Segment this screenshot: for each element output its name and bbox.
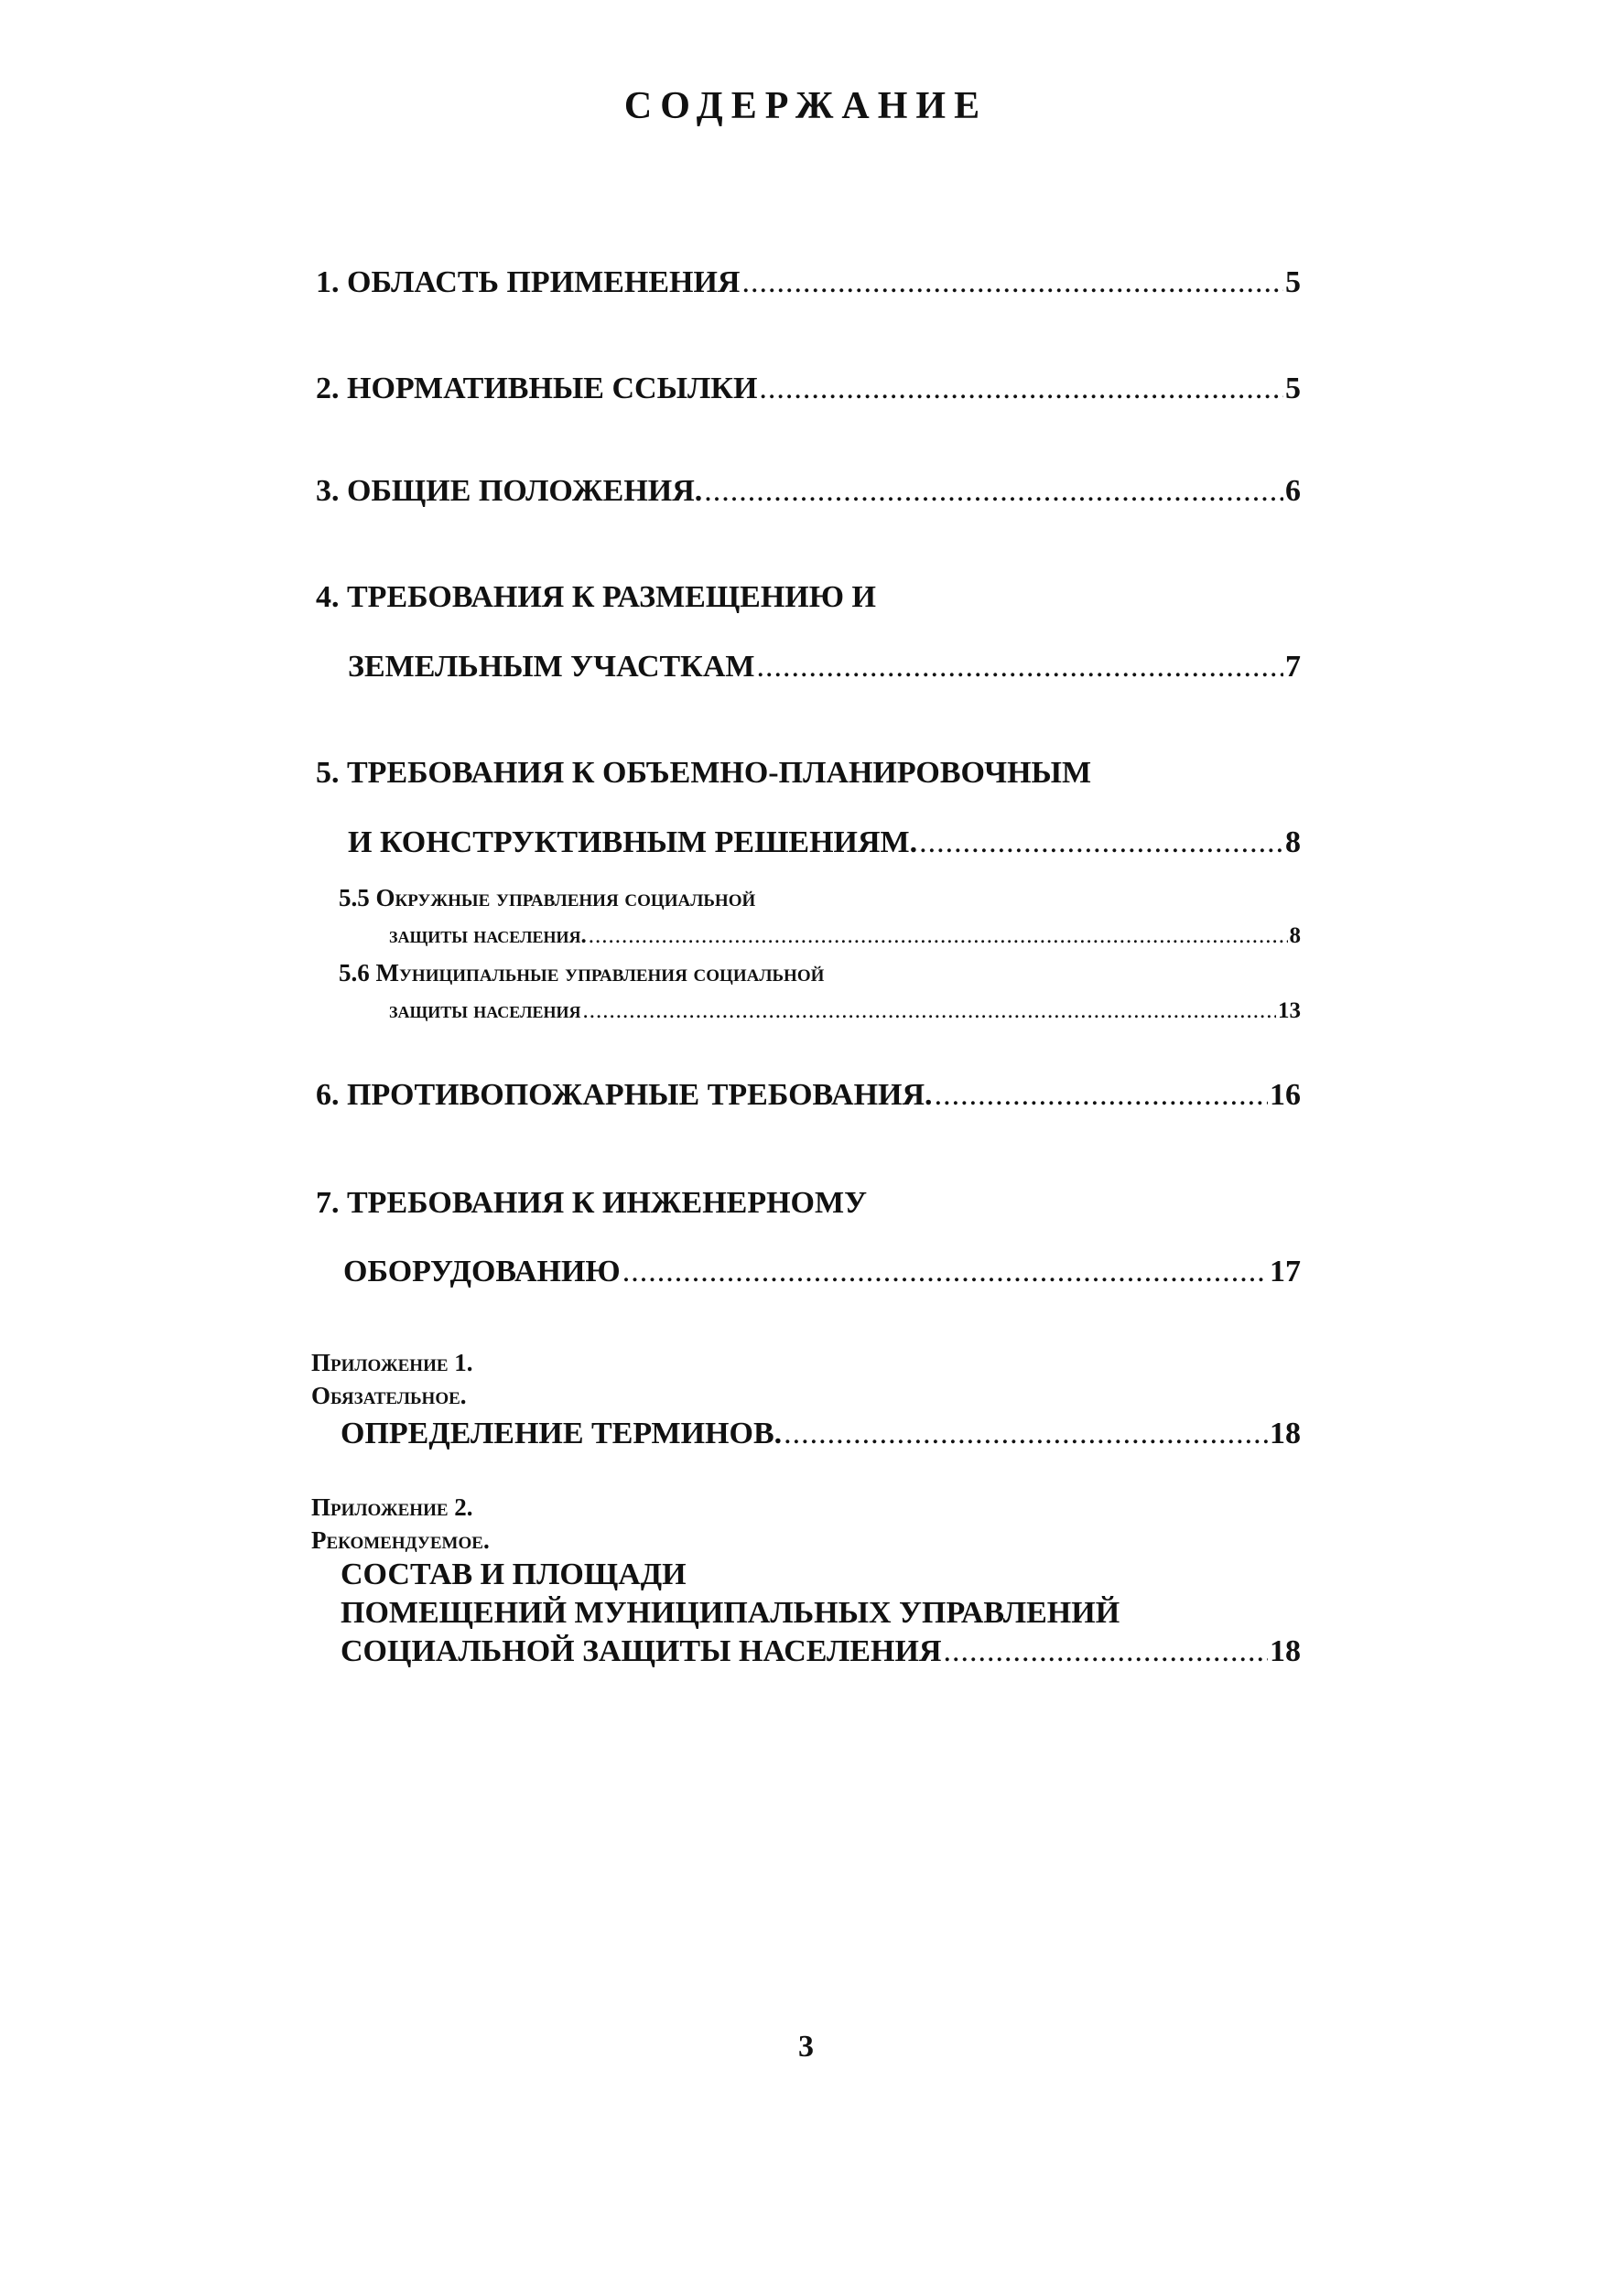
toc-entry-label: 1. ОБЛАСТЬ ПРИМЕНЕНИЯ <box>316 265 741 299</box>
leader-dots <box>622 1256 1268 1288</box>
toc-entry-label: защиты населения <box>389 998 581 1023</box>
leader-dots <box>935 1080 1268 1111</box>
leader-dots <box>704 476 1283 507</box>
leader-dots <box>589 924 1288 947</box>
toc-entry-appendix-1[interactable] <box>341 1418 1301 1450</box>
leader-dots <box>919 827 1283 858</box>
toc-entry-7-heading: 7. ТРЕБОВАНИЯ К ИНЖЕНЕРНОМУ <box>316 1186 868 1220</box>
toc-entry-label: ОПРЕДЕЛЕНИЕ ТЕРМИНОВ. <box>341 1417 783 1450</box>
appendix-2-title-line-2: ПОМЕЩЕНИЙ МУНИЦИПАЛЬНЫХ УПРАВЛЕНИЙ <box>341 1596 1120 1630</box>
toc-entry-label: 2. НОРМАТИВНЫЕ ССЫЛКИ <box>316 372 758 405</box>
leader-dots <box>583 999 1277 1022</box>
toc-entry-5[interactable] <box>348 827 1301 858</box>
leader-dots <box>759 373 1283 404</box>
toc-entry-label: ЗЕМЕЛЬНЫМ УЧАСТКАМ <box>348 650 755 684</box>
toc-page-number: 13 <box>1278 998 1301 1023</box>
appendix-2-title-line-1: СОСТАВ И ПЛОЩАДИ <box>341 1558 687 1591</box>
toc-page-number: 8 <box>1289 923 1301 948</box>
toc-page-number: 5 <box>1285 372 1301 405</box>
toc-entry-label: 6. ПРОТИВОПОЖАРНЫЕ ТРЕБОВАНИЯ. <box>316 1078 933 1112</box>
toc-page-number: 16 <box>1270 1078 1301 1112</box>
toc-entry-appendix-2[interactable] <box>341 1636 1301 1667</box>
toc-entry-5-5-heading: 5.5 Окружные управления социальной <box>339 884 756 911</box>
toc-entry-label: 3. ОБЩИЕ ПОЛОЖЕНИЯ. <box>316 474 703 508</box>
toc-page-number: 6 <box>1285 474 1301 508</box>
toc-page-number: 17 <box>1270 1255 1301 1288</box>
leader-dots <box>944 1636 1269 1667</box>
toc-entry-label: защиты населения. <box>389 923 587 948</box>
toc-entry-4[interactable] <box>348 652 1301 683</box>
toc-page-number: 5 <box>1285 265 1301 299</box>
toc-entry-4-heading: 4. ТРЕБОВАНИЯ К РАЗМЕЩЕНИЮ И <box>316 580 876 614</box>
toc-entry-label: СОЦИАЛЬНОЙ ЗАЩИТЫ НАСЕЛЕНИЯ <box>341 1634 942 1668</box>
toc-entry-5-5[interactable] <box>389 924 1301 947</box>
toc-entry-7[interactable] <box>343 1256 1301 1288</box>
toc-entry-5-heading: 5. ТРЕБОВАНИЯ К ОБЪЕМНО-ПЛАНИРОВОЧНЫМ <box>316 756 1092 790</box>
toc-page-number: 18 <box>1270 1417 1301 1450</box>
toc-entry-3[interactable] <box>316 476 1301 507</box>
page-number-footer: 3 <box>798 2030 814 2064</box>
toc-entry-2[interactable] <box>316 373 1301 404</box>
page-title: СОДЕРЖАНИЕ <box>623 85 989 127</box>
toc-entry-label: ОБОРУДОВАНИЮ <box>343 1255 621 1288</box>
toc-page-number: 18 <box>1270 1634 1301 1668</box>
toc-page-number: 7 <box>1285 650 1301 684</box>
appendix-1-number: Приложение 1. <box>311 1349 473 1376</box>
toc-entry-label: И КОНСТРУКТИВНЫМ РЕШЕНИЯМ. <box>348 825 918 859</box>
leader-dots <box>756 652 1283 683</box>
appendix-1-status: Обязательное. <box>311 1382 467 1409</box>
appendix-2-number: Приложение 2. <box>311 1493 473 1521</box>
appendix-2-status: Рекомендуемое. <box>311 1526 490 1554</box>
leader-dots <box>741 267 1283 298</box>
toc-entry-5-6-heading: 5.6 Муниципальные управления социальной <box>339 959 825 986</box>
toc-page-number: 8 <box>1285 825 1301 859</box>
leader-dots <box>784 1418 1268 1450</box>
toc-entry-1[interactable] <box>316 267 1301 298</box>
toc-entry-5-6[interactable] <box>389 999 1301 1022</box>
toc-entry-6[interactable] <box>316 1080 1301 1111</box>
